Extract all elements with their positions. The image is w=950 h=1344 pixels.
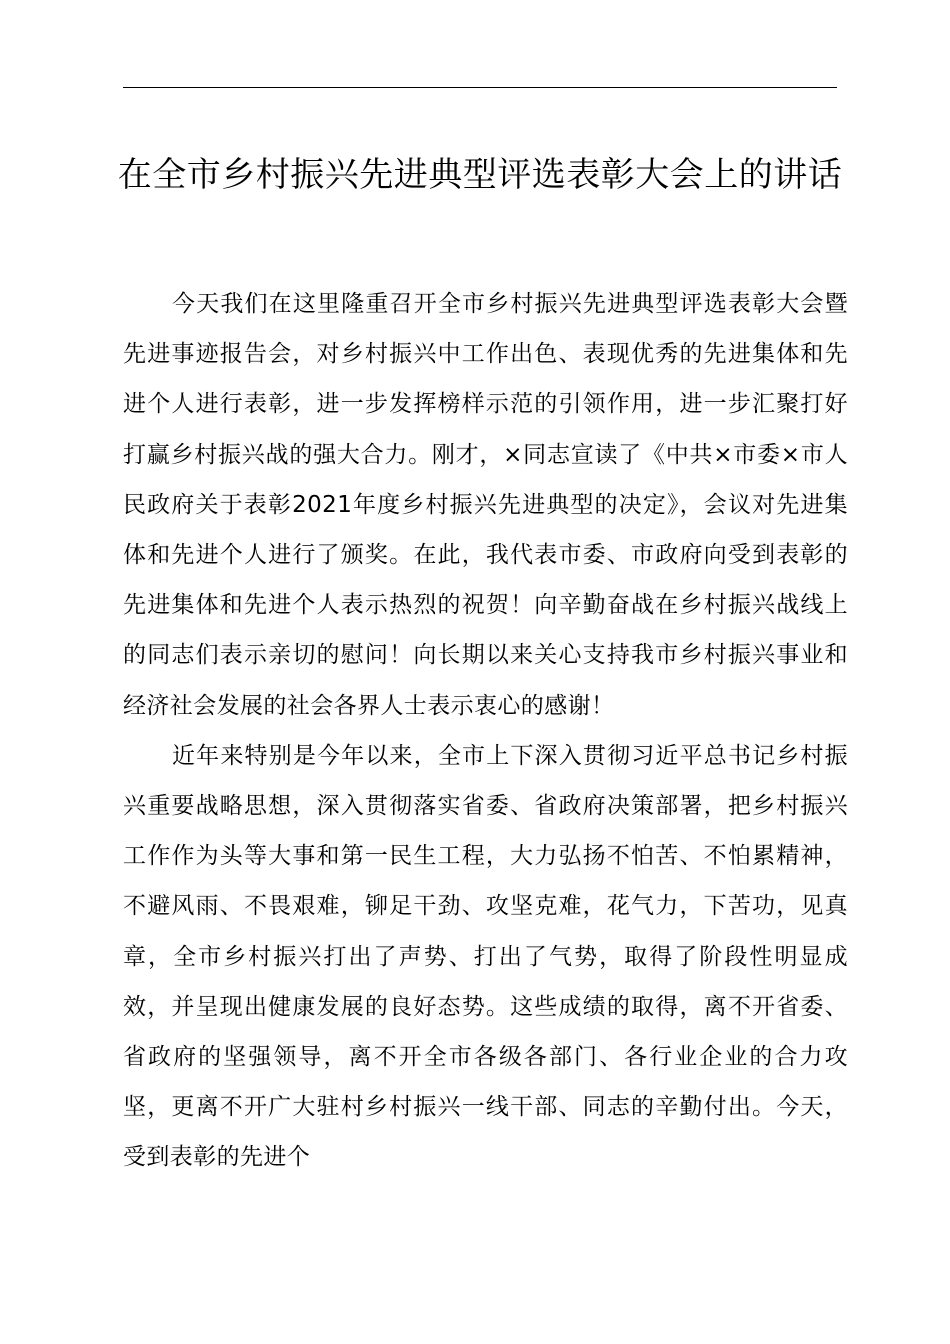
paragraph: 近年来特别是今年以来，全市上下深入贯彻习近平总书记乡村振兴重要战略思想，深入贯彻落实省委、省政府决策部署，把乡村振兴工作作为头等大事和第一民生工程，大力弘扬不怕苦、不怕累精神，不避风雨、不畏艰难，铆足干劲、攻坚克难，花气力，下苦功，见真章，全市乡村振兴打出了声势、打出了气势，取得了阶段性明显成效，并呈现出健康发展的良好态势。这些成绩的取得，离不开省委、省政府的坚强领导，离不开全市各级各部门、各行业企业的合力攻坚，更离不开广大驻村乡村振兴一线干部、同志的辛勤付出。今天，受到表彰的先进个	[123, 742, 848, 1171]
paragraph: 今天我们在这里隆重召开全市乡村振兴先进典型评选表彰大会暨先进事迹报告会，对乡村振兴中工作出色、表现优秀的先进集体和先进个人进行表彰，进一步发挥榜样示范的引领作用，进一步汇聚打好打赢乡村振兴战的强大合力。刚才，×同志宣读了《中共×市委×市人民政府关于表彰2021年度乡村振兴先进典型的决定》，会议对先进集体和先进个人进行了颁奖。在此，我代表市委、市政府向受到表彰的先进集体和先进个人表示热烈的祝贺！向辛勤奋战在乡村振兴战线上的同志们表示亲切的慰问！向长期以来关心支持我市乡村振兴事业和经济社会发展的社会各界人士表示衷心的感谢！	[123, 291, 848, 719]
document-title: 在全市乡村振兴先进典型评选表彰大会上的讲话	[117, 155, 843, 195]
header-rule	[123, 87, 837, 88]
document-body	[123, 279, 848, 1183]
